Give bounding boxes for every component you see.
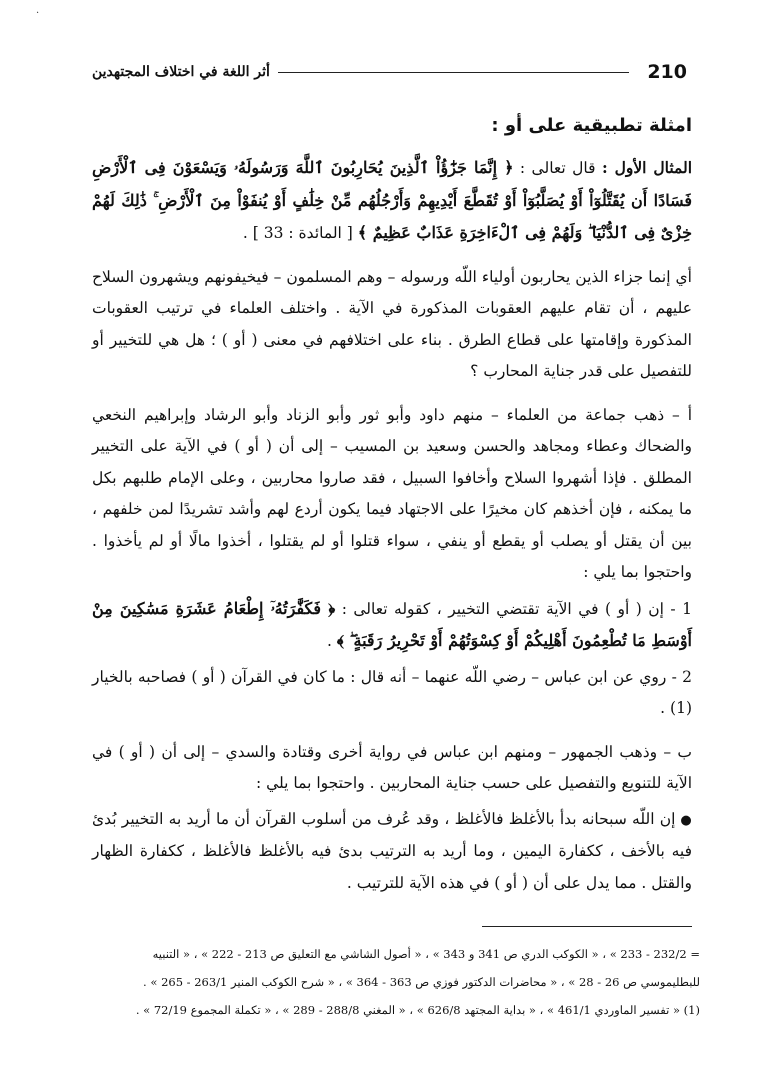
page-number: 210	[647, 61, 687, 83]
point-one-paragraph	[92, 593, 692, 658]
point-one-end: .	[327, 632, 337, 650]
explanation-paragraph: أي إنما جزاء الذين يحاربون أولياء اللّه ورسوله – وهم المسلمون – فيخيفونهم ويشهرون السلاح عليهم ، أن تقام عليهم العقوبات المذكورة في الآية . واختلف العلماء في ترتيب العقوبات المذكورة وإقامتها على قطاع الطرق . بناء على اختلافهم في معنى ( أو ) ؛ هل هي للتخيير أو للتفصيل على قدر جناية المحارب ؟	[92, 267, 692, 380]
footnote-line: = 232/2 - 233 » ، « الكوكب الدري ص 341 و 343 » ، « أصول الشاشي مع التعليق ص 213 - 222 » ، « التنبيه	[152, 947, 700, 961]
footnote-line: للبطليموسي ص 26 - 28 » ، « محاضرات الدكتور فوزي ص 363 - 364 » ، « شرح الكوكب المنير 263/1 - 265 » .	[143, 975, 700, 989]
bullet-paragraph	[92, 804, 692, 900]
page-header	[92, 58, 687, 86]
example-one-intro: قال تعالى :	[513, 159, 602, 177]
footnote-line: (1) « تفسير الماوردي 461/1 » ، « بداية المجتهد 626/8 » ، « المغني 288/8 - 289 » ، « تكملة المجموع 72/19 » .	[135, 1003, 700, 1017]
main-text	[92, 110, 692, 903]
verse-citation: [ المائدة : 33 ] .	[242, 224, 358, 242]
point-one-text: 1 - إن ( أو ) في الآية تقتضي التخيير ، كقوله تعالى :	[335, 599, 693, 618]
footnotes	[60, 940, 700, 1024]
opinion-a-paragraph: أ – ذهب جماعة من العلماء – منهم داود وأبو ثور وأبو الزناد وأبو الرشاد وإبراهيم النخعي والضحاك وعطاء ومجاهد والحسن وسعيد بن المسيب – إلى أن ( أو ) في الآية على التخيير المطلق . فإذا أشهروا السلاح وأخافوا السبيل ، فقد صاروا محاربين ، وعلى الإمام طلبهم بكل ما يمكنه ، فإن أخذهم كان مخيرًا على الاجتهاد فيما يكون أردع لهم وأشد تشريدًا لمن خلفهم ، بين أن يقتل أو يصلب أو يقطع أو ينفي ، سواء قتلوا أو لم يقتلوا ، أخذوا مالًا أو لم يأخذوا . واحتجوا بما يلي :	[92, 405, 692, 581]
section-heading: امثلة تطبيقية على أو :	[491, 115, 692, 136]
corner-mark: ·	[36, 8, 40, 19]
opinion-b-paragraph: ب – وذهب الجمهور – ومنهم ابن عباس في رواية أخرى وقتادة والسدي – إلى أن ( أو ) في الآية للتنويع والتفصيل على حسب جناية المحاربين . واحتجوا بما يلي :	[92, 742, 692, 792]
example-one-paragraph	[92, 152, 692, 250]
point-two-paragraph: 2 - روي عن ابن عباس – رضي اللّه عنهما – أنه قال : ما كان في القرآن ( أو ) فصاحبه بالخيار (1) .	[92, 667, 692, 717]
example-one-label: المثال الأول :	[601, 158, 693, 177]
bullet-paragraph-text: إن اللّه سبحانه بدأ بالأغلظ فالأغلظ ، وقد عُرف من أسلوب القرآن أن ما أريد به التخيير بُدئ فيه بالأخف ، ككفارة اليمين ، وما أريد به الترتيب بدئ فيه بالأغلظ فالأغلظ ، ككفارة الظهار والقتل . مما يدل على أن ( أو ) في هذه الآية للترتيب .	[92, 809, 692, 892]
running-title: أثر اللغة في اختلاف المجتهدين	[92, 64, 270, 80]
bullet-icon: ●	[680, 812, 693, 828]
footnote-rule	[482, 926, 692, 927]
quran-verse-kaffara: ﴿ فَكَفَّٰرَتُهُۥٓ إِطْعَامُ عَشَرَةِ مَسَٰكِينَ مِنْ أَوْسَطِ مَا تُطْعِمُونَ أَهْلِيكُمْ أَوْ كِسْوَتُهُمْ أَوْ تَحْرِيرُ رَقَبَةٍ ۖ ﴾	[92, 598, 692, 650]
quran-verse-maidah: ﴿ إِنَّمَا جَزَٰٓؤُاْ ٱلَّذِينَ يُحَارِبُونَ ٱللَّهَ وَرَسُولَهُۥ وَيَسْعَوْنَ فِى ٱلْأَرْضِ فَسَادًا أَن يُقَتَّلُوٓاْ أَوْ يُصَلَّبُوٓاْ أَوْ تُقَطَّعَ أَيْدِيهِمْ وَأَرْجُلُهُم مِّنْ خِلَٰفٍ أَوْ يُنفَوْاْ مِنَ ٱلْأَرْضِ ۚ ذَٰلِكَ لَهُمْ خِزْىٌ فِى ٱلدُّنْيَا ۖ وَلَهُمْ فِى ٱلْءَاخِرَةِ عَذَابٌ عَظِيمٌ ﴾	[92, 158, 692, 242]
header-rule	[278, 72, 629, 73]
